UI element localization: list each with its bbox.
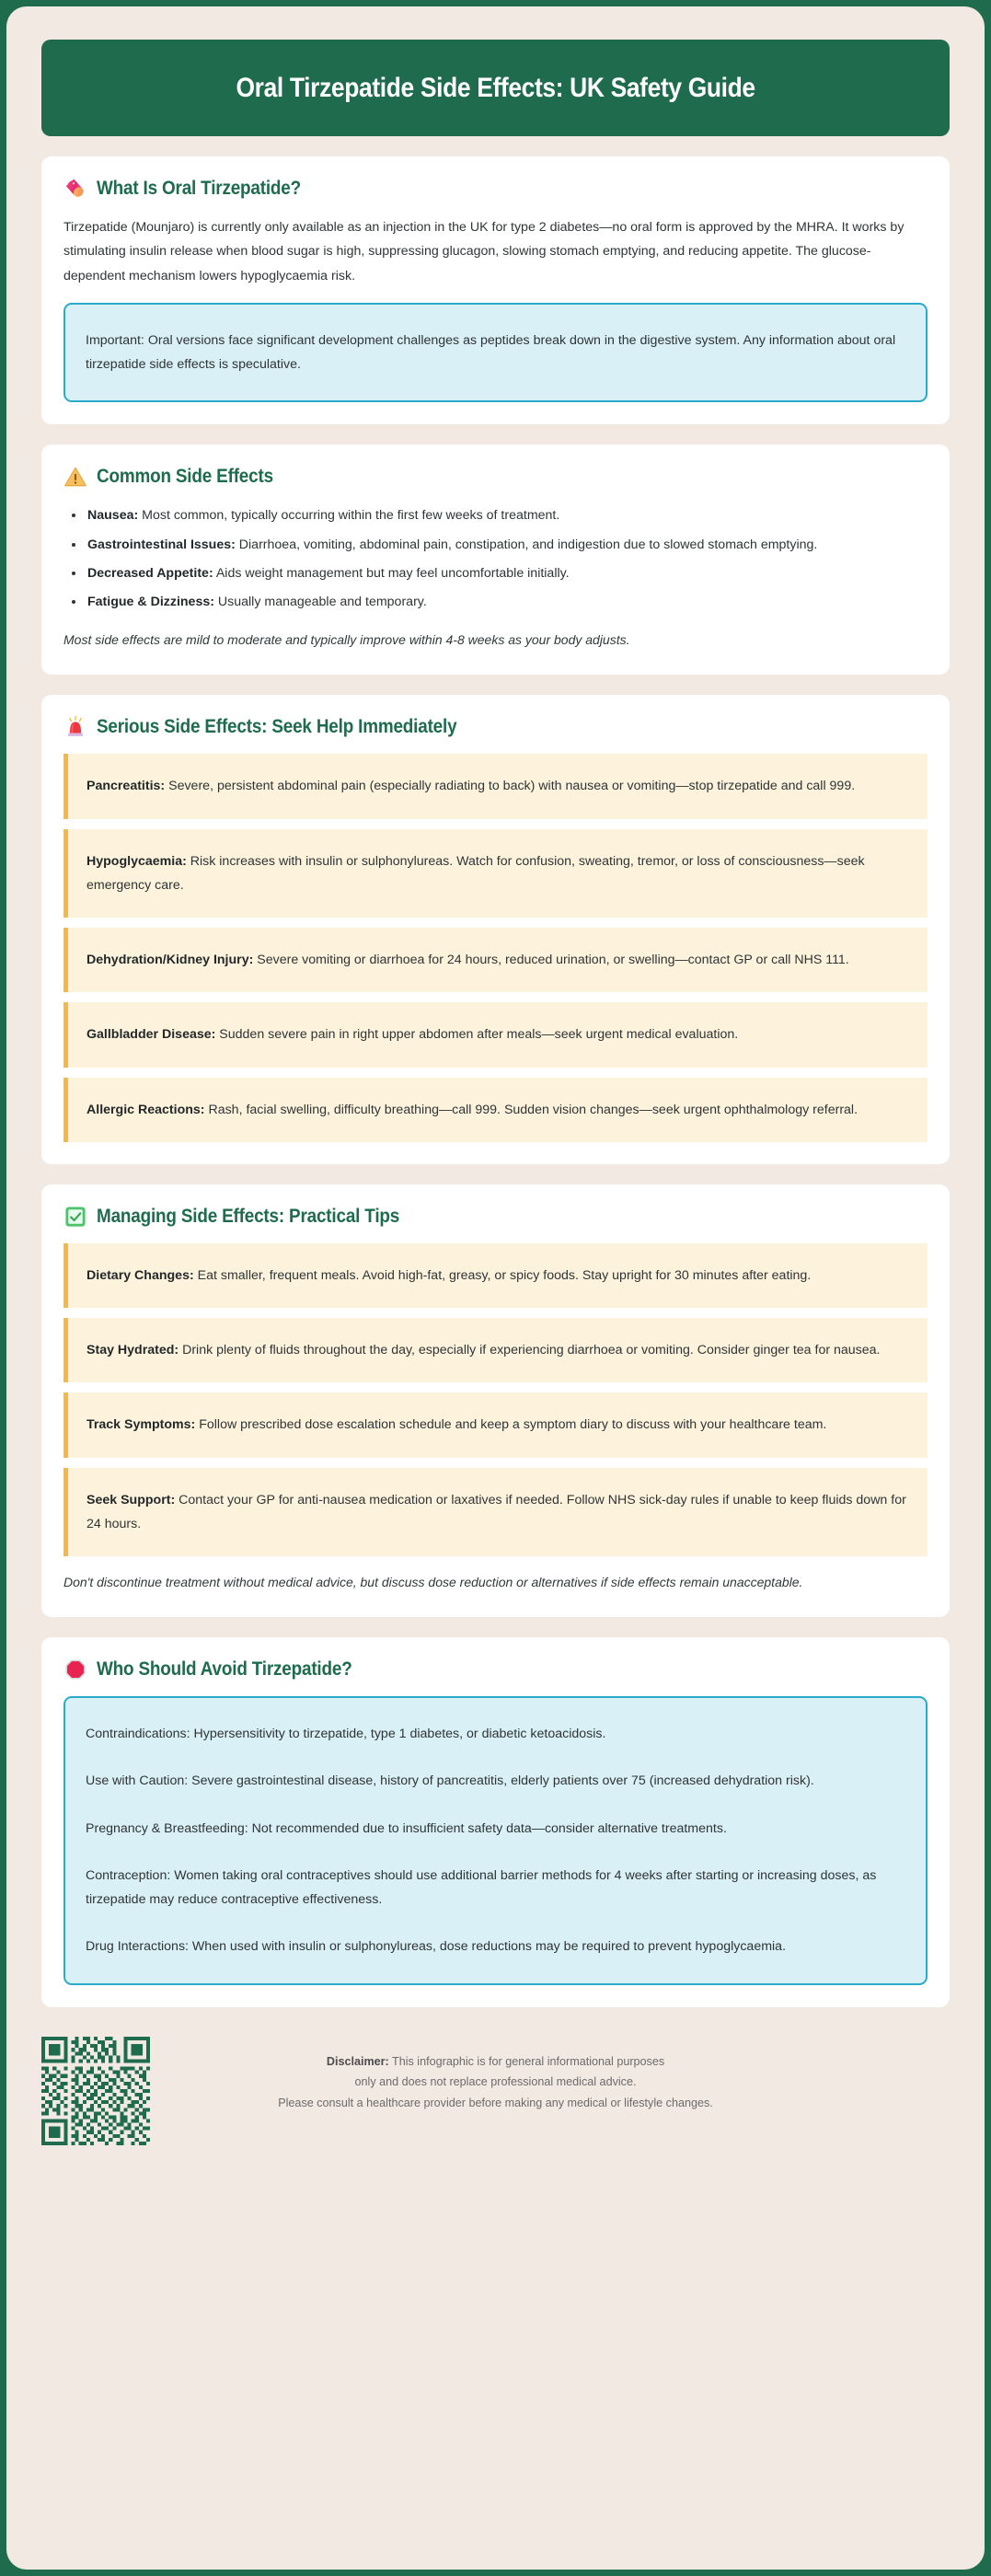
footer bbox=[41, 2027, 950, 2166]
avoid-item: Contraindications: Hypersensitivity to tirzepatide, type 1 diabetes, or diabetic ketoacidosis. bbox=[86, 1727, 606, 1742]
stop-sign-icon bbox=[63, 1658, 87, 1681]
section-header bbox=[63, 1658, 928, 1681]
list-item-text: Usually manageable and temporary. bbox=[213, 595, 427, 610]
row-label: Allergic Reactions: bbox=[86, 1102, 205, 1117]
page-inner bbox=[6, 6, 985, 2570]
row-text: Severe, persistent abdominal pain (especially radiating to back) with nausea or vomiting—stop tirzepatide and call 999. bbox=[165, 779, 856, 794]
section-header bbox=[63, 177, 928, 201]
section-what-is-oral-tirzepatide bbox=[41, 156, 950, 424]
important-note-text: Important: Oral versions face significant development challenges as peptides break down in the digestive system. Any information about oral tirzepatide side effects is speculative. bbox=[86, 332, 896, 373]
list-item bbox=[63, 590, 928, 614]
section-header bbox=[63, 465, 928, 489]
section-common-side-effects bbox=[41, 445, 950, 675]
section-title: Who Should Avoid Tirzepatide? bbox=[97, 1658, 352, 1681]
list-item-label: Decreased Appetite: bbox=[87, 565, 213, 581]
disclaimer-line-2: only and does not replace professional medical advice. bbox=[354, 2075, 637, 2089]
siren-icon bbox=[63, 715, 87, 739]
tip-row bbox=[63, 1392, 928, 1457]
list-item bbox=[63, 561, 928, 585]
row-label: Track Symptoms: bbox=[86, 1417, 196, 1433]
section-title: What Is Oral Tirzepatide? bbox=[97, 178, 302, 199]
section-serious-side-effects bbox=[41, 695, 950, 1164]
disclaimer-line-3: Please consult a healthcare provider before making any medical or lifestyle changes. bbox=[278, 2096, 713, 2109]
row-label: Dehydration/Kidney Injury: bbox=[86, 953, 254, 968]
row-text: Severe vomiting or diarrhoea for 24 hours, reduced urination, or swelling—contact GP or call NHS 111. bbox=[253, 953, 849, 968]
row-text: Drink plenty of fluids throughout the day, especially if experiencing diarrhoea or vomiting. Consider ginger tea for nausea. bbox=[179, 1343, 881, 1358]
disclaimer-line-1: This infographic is for general informational purposes bbox=[388, 2054, 665, 2068]
row-text: Rash, facial swelling, difficulty breathing—call 999. Sudden vision changes—seek urgent ophthalmology referral. bbox=[204, 1102, 858, 1117]
row-text: Sudden severe pain in right upper abdomen after meals—seek urgent medical evaluation. bbox=[215, 1027, 739, 1043]
section-title: Common Side Effects bbox=[97, 466, 273, 488]
header-banner bbox=[41, 40, 950, 136]
row-label: Seek Support: bbox=[86, 1492, 176, 1507]
section-who-should-avoid bbox=[41, 1637, 950, 2007]
section-title: Managing Side Effects: Practical Tips bbox=[97, 1205, 400, 1227]
tip-row bbox=[63, 1318, 928, 1382]
serious-effect-row bbox=[63, 928, 928, 992]
serious-effect-row bbox=[63, 1002, 928, 1067]
serious-effect-row bbox=[63, 1078, 928, 1142]
list-item-label: Fatigue & Dizziness: bbox=[87, 595, 214, 610]
list-item-text: Aids weight management but may feel uncomfortable initially. bbox=[213, 565, 570, 581]
serious-effect-row bbox=[63, 754, 928, 818]
list-item-label: Nausea: bbox=[87, 508, 139, 524]
section-managing-side-effects bbox=[41, 1184, 950, 1617]
section-header bbox=[63, 1205, 928, 1229]
row-label: Gallbladder Disease: bbox=[86, 1027, 216, 1043]
disclaimer-label: Disclaimer: bbox=[326, 2054, 389, 2068]
section-paragraph: Tirzepatide (Mounjaro) is currently only available as an injection in the UK for type 2 diabetes—no oral form is approved by the MHRA. It works by stimulating insulin release when blood sugar is high, suppressing glucagon, slowing stomach emptying, and reducing appetite. The glucose-dependent mechanism lowers hypoglycaemia risk. bbox=[63, 220, 905, 283]
common-side-effects-list bbox=[63, 503, 928, 614]
check-box-icon bbox=[63, 1205, 87, 1229]
list-item-label: Gastrointestinal Issues: bbox=[87, 537, 236, 552]
row-text: Follow prescribed dose escalation schedule and keep a symptom diary to discuss with your healthcare team. bbox=[195, 1417, 827, 1433]
row-label: Stay Hydrated: bbox=[86, 1343, 179, 1358]
warning-triangle-icon bbox=[63, 465, 87, 489]
row-text: Contact your GP for anti-nausea medication or laxatives if needed. Follow NHS sick-day rules if unable to keep fluids down for 24 hours. bbox=[86, 1492, 906, 1531]
list-item bbox=[63, 503, 928, 527]
pill-icon bbox=[63, 177, 87, 201]
row-label: Pancreatitis: bbox=[86, 779, 166, 794]
list-item-text: Most common, typically occurring within the first few weeks of treatment. bbox=[138, 508, 560, 524]
avoid-info-box bbox=[63, 1696, 928, 1985]
row-text: Risk increases with insulin or sulphonylureas. Watch for confusion, sweating, tremor, or loss of consciousness—seek emergency care. bbox=[86, 853, 865, 893]
qr-code-icon[interactable] bbox=[41, 2037, 150, 2145]
list-item bbox=[63, 533, 928, 557]
section-note: Don't discontinue treatment without medical advice, but discuss dose reduction or alternatives if side effects remain unacceptable. bbox=[63, 1575, 803, 1590]
avoid-item: Pregnancy & Breastfeeding: Not recommended due to insufficient safety data—consider alternative treatments. bbox=[86, 1820, 727, 1836]
disclaimer bbox=[41, 2027, 950, 2113]
avoid-item: Use with Caution: Severe gastrointestinal disease, history of pancreatitis, elderly patients over 75 (increased dehydration risk). bbox=[86, 1773, 814, 1789]
section-header bbox=[63, 715, 928, 739]
tip-row bbox=[63, 1468, 928, 1557]
serious-effect-row bbox=[63, 829, 928, 918]
section-note: Most side effects are mild to moderate and typically improve within 4-8 weeks as your body adjusts. bbox=[63, 632, 630, 648]
row-label: Hypoglycaemia: bbox=[86, 853, 187, 869]
important-note-box bbox=[63, 303, 928, 403]
avoid-item: Contraception: Women taking oral contraceptives should use additional barrier methods for 4 weeks after starting or increasing doses, as tirzepatide may reduce contraceptive effectiveness. bbox=[86, 1867, 877, 1908]
avoid-item: Drug Interactions: When used with insulin or sulphonylureas, dose reductions may be required to prevent hypoglycaemia. bbox=[86, 1939, 787, 1955]
page-title: Oral Tirzepatide Side Effects: UK Safety Guide bbox=[236, 72, 755, 103]
section-title: Serious Side Effects: Seek Help Immediately bbox=[97, 716, 457, 738]
row-text: Eat smaller, frequent meals. Avoid high-fat, greasy, or spicy foods. Stay upright for 30 minutes after eating. bbox=[193, 1267, 812, 1283]
row-label: Dietary Changes: bbox=[86, 1267, 194, 1283]
tip-row bbox=[63, 1243, 928, 1308]
list-item-text: Diarrhoea, vomiting, abdominal pain, constipation, and indigestion due to slowed stomach emptying. bbox=[235, 537, 818, 552]
